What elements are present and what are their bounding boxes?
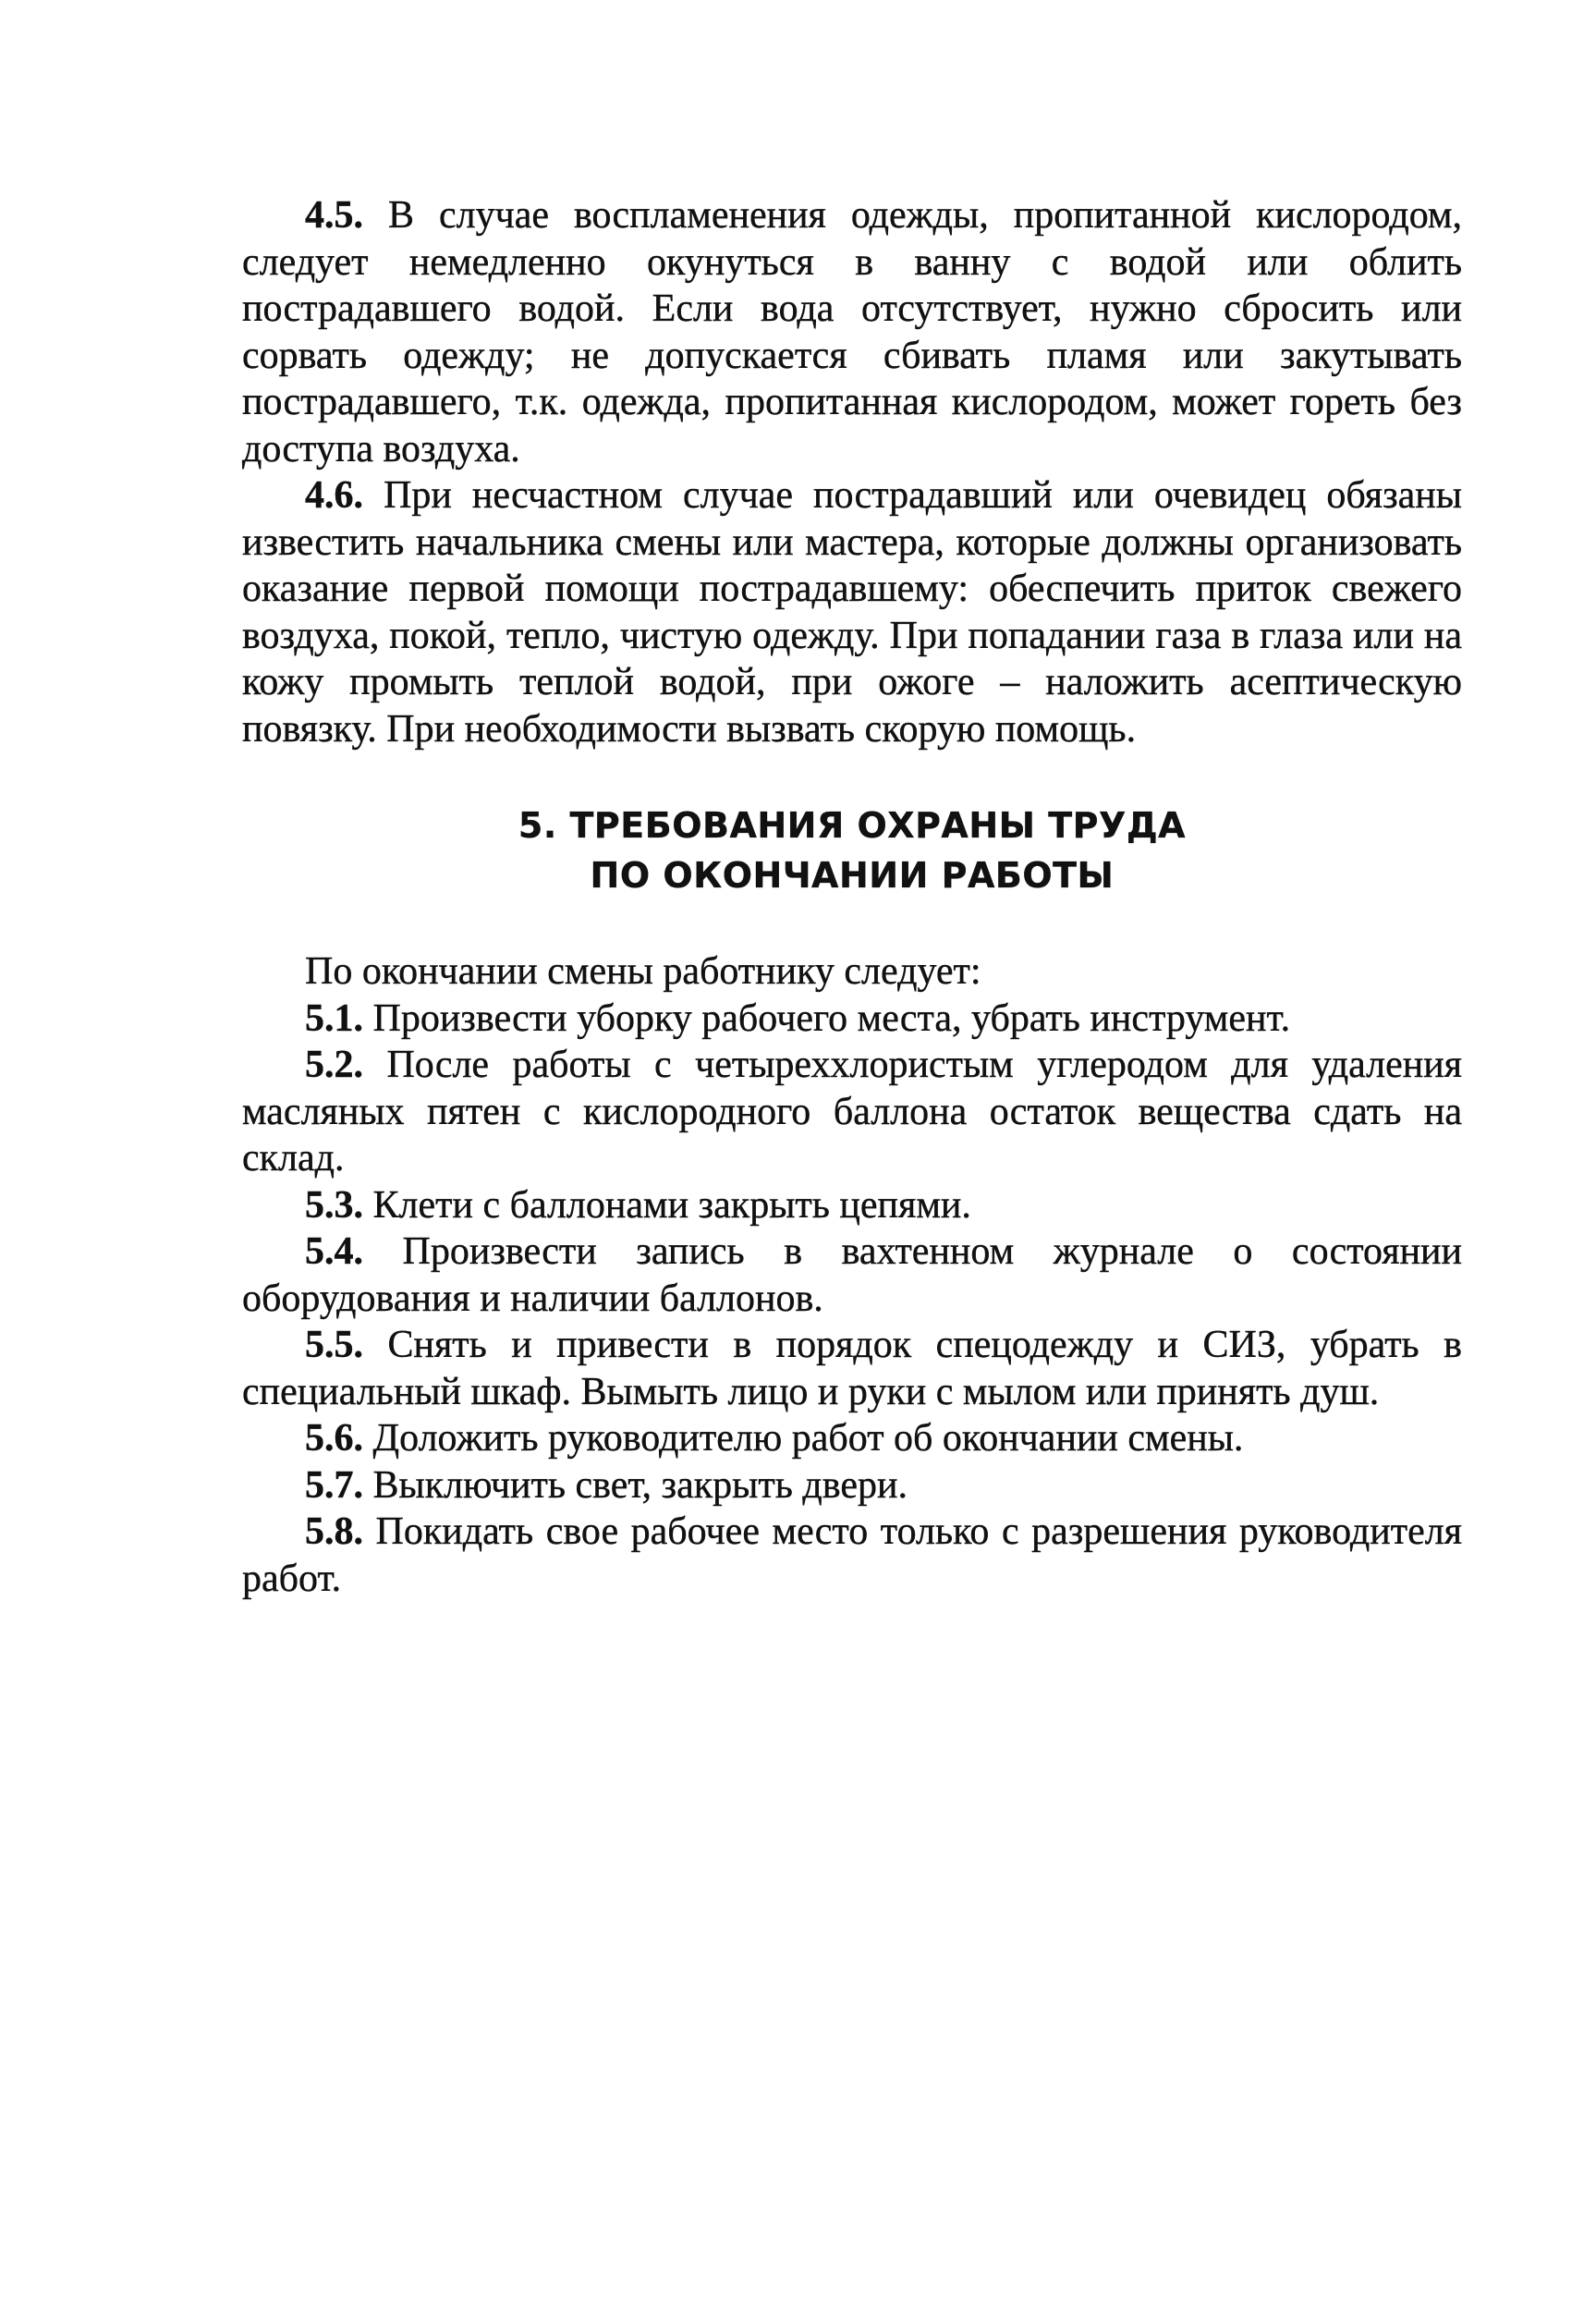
clause-number: 5.2. <box>305 1044 363 1086</box>
clause-text: Покидать свое рабочее место только с разрешения руководителя работ. <box>242 1510 1462 1600</box>
clause-text: Доложить руководителю работ об окончании смены. <box>363 1417 1244 1460</box>
clause-number: 5.1. <box>305 996 363 1040</box>
clause-text: Клети с баллонами закрыть цепями. <box>363 1183 971 1227</box>
section-5-heading-line-1: 5. ТРЕБОВАНИЯ ОХРАНЫ ТРУДА <box>518 805 1187 846</box>
paragraph-5-8 <box>242 1509 1462 1602</box>
paragraph-5-1 <box>242 996 1462 1043</box>
clause-text: После работы с четыреххлористым углеродом для удаления масляных пятен с кислородного баллона остаток вещества сдать на склад. <box>242 1044 1462 1179</box>
paragraph-5-4 <box>242 1228 1462 1322</box>
clause-number: 5.5. <box>305 1324 363 1366</box>
clause-number: 4.5. <box>305 194 363 237</box>
paragraph-5-3 <box>242 1182 1462 1229</box>
clause-number: 4.6. <box>305 474 363 517</box>
paragraph-4-6 <box>242 472 1462 752</box>
clause-text: Выключить свет, закрыть двери. <box>363 1463 908 1507</box>
section-5-intro: По окончании смены работнику следует: <box>305 950 981 993</box>
paragraph-5-7 <box>242 1462 1462 1509</box>
paragraph-5-2 <box>242 1042 1462 1182</box>
clause-text: Снять и привести в порядок спецодежду и СИЗ, убрать в специальный шкаф. Вымыть лицо и руки с мылом или принять душ. <box>242 1324 1462 1413</box>
paragraph-4-5 <box>242 192 1462 472</box>
clause-text: Произвести уборку рабочего места, убрать инструмент. <box>363 996 1291 1040</box>
document-page <box>242 192 1462 1602</box>
clause-text: При несчастном случае пострадавший или очевидец обязаны известить начальника смены или мастера, которые должны организовать оказание первой помощи пострадавшему: обеспечить приток свежего воздуха, покой, тепло, чистую одежду. При попадании газа в глаза или на кожу промыть теплой водой, при ожоге – наложить асептическую повязку. При необходимости вызвать скорую помощь. <box>242 474 1462 751</box>
clause-number: 5.3. <box>305 1183 363 1227</box>
clause-number: 5.8. <box>305 1510 363 1553</box>
clause-text: В случае воспламенения одежды, пропитанной кислородом, следует немедленно окунуться в ванну с водой или облить пострадавшего водой. Если вода отсутствует, нужно сбросить или сорвать одежду; не допускается сбивать пламя или закутывать пострадавшего, т.к. одежда, пропитанная кислородом, может гореть без доступа воздуха. <box>242 194 1462 471</box>
clause-number: 5.6. <box>305 1417 363 1460</box>
clause-text: Произвести запись в вахтенном журнале о состоянии оборудования и наличии баллонов. <box>242 1230 1462 1320</box>
clause-number: 5.7. <box>305 1463 363 1507</box>
paragraph-5-5 <box>242 1322 1462 1415</box>
paragraph-5-6 <box>242 1415 1462 1462</box>
section-5-heading-line-2: ПО ОКОНЧАНИИ РАБОТЫ <box>590 855 1115 896</box>
clause-number: 5.4. <box>305 1230 363 1273</box>
section-5-heading <box>242 800 1462 900</box>
